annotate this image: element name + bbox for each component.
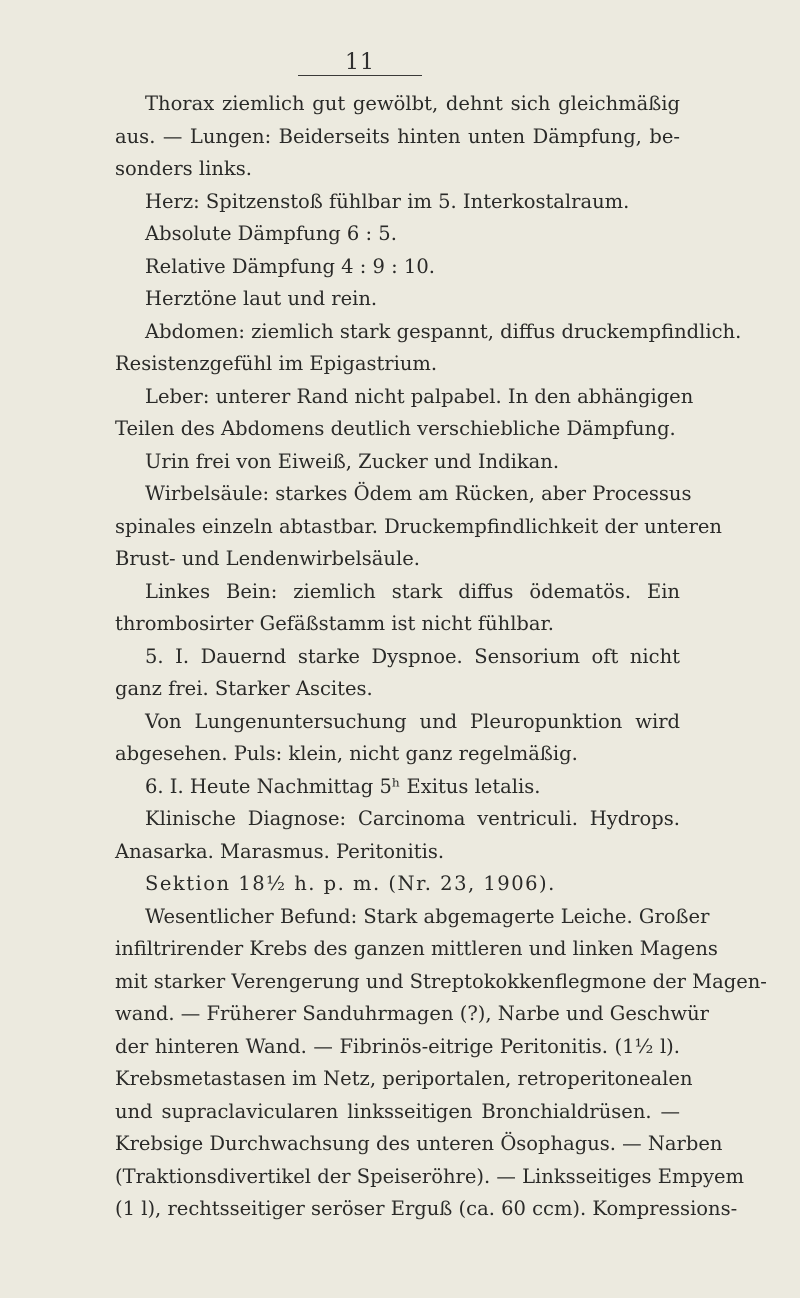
text-line: infiltrirender Krebs des ganzen mittleren und linken Magens [115, 937, 718, 960]
text-line: abgesehen. Puls: klein, nicht ganz regelmäßig. [115, 742, 578, 765]
text-line: Absolute Dämpfung 6 : 5. [145, 222, 397, 245]
text-body [115, 88, 767, 1226]
text-line: Leber: unterer Rand nicht palpabel. In den abhängigen [145, 384, 694, 408]
text-line: Teilen des Abdomens deutlich verschiebliche Dämpfung. [115, 417, 676, 440]
text-line: sonders links. [115, 157, 252, 180]
text-line: Linkes Bein: ziemlich stark diffus ödematös. Ein [145, 579, 680, 603]
text-line: Anasarka. Marasmus. Peritonitis. [115, 839, 445, 863]
text-line: aus. — Lungen: Beiderseits hinten unten Dämpfung, be- [115, 124, 680, 148]
text-line: Resistenzgefühl im Epigastrium. [115, 352, 438, 375]
text-line: Krebsige Durchwachsung des unteren Ösophagus. — Narben [115, 1132, 723, 1155]
text-line: Von Lungenuntersuchung und Pleuropunktion wird [145, 709, 680, 733]
text-line: Brust- und Lendenwirbelsäule. [115, 547, 420, 570]
text-line: spinales einzeln abtastbar. Druckempfindlichkeit der unteren [115, 514, 722, 538]
text-line: Herztöne laut und rein. [145, 287, 378, 310]
text-line: thrombosirter Gefäßstamm ist nicht fühlbar. [115, 612, 554, 635]
text-line: Wirbelsäule: starkes Ödem am Rücken, aber Processus [145, 482, 692, 505]
text-line: Krebsmetastasen im Netz, periportalen, retroperitonealen [115, 1067, 693, 1090]
text-line: 6. I. Heute Nachmittag 5ʰ Exitus letalis. [145, 774, 541, 798]
text-line: Wesentlicher Befund: Stark abgemagerte Leiche. Großer [145, 904, 710, 928]
text-line: 5. I. Dauernd starke Dyspnoe. Sensorium oft nicht [145, 644, 680, 668]
text-line: Herz: Spitzenstoß fühlbar im 5. Interkostalraum. [145, 189, 630, 213]
text-line: Abdomen: ziemlich stark gespannt, diffus druckempfindlich. [145, 319, 742, 343]
text-line: Klinische Diagnose: Carcinoma ventriculi. Hydrops. [145, 807, 680, 830]
text-line: Sektion 18½ h. p. m. (Nr. 23, 1906). [145, 872, 556, 895]
text-line: Urin frei von Eiweiß, Zucker und Indikan. [145, 449, 560, 473]
text-line: mit starker Verengerung und Streptokokkenflegmone der Magen- [115, 969, 767, 993]
text-line: und supraclavicularen linksseitigen Bronchialdrüsen. — [115, 1099, 680, 1123]
text-line: (1 l), rechtsseitiger seröser Erguß (ca. 60 ccm). Kompressions- [115, 1197, 738, 1220]
text-line: ganz frei. Starker Ascites. [115, 677, 373, 700]
text-line: (Traktionsdivertikel der Speiseröhre). — Linksseitiges Empyem [115, 1164, 745, 1188]
header-rule [298, 75, 422, 76]
text-line: Thorax ziemlich gut gewölbt, dehnt sich gleichmäßig [145, 92, 680, 115]
page-number: 11 [345, 50, 375, 75]
text-line: Relative Dämpfung 4 : 9 : 10. [145, 254, 435, 278]
text-line: wand. — Früherer Sanduhrmagen (?), Narbe und Geschwür [115, 1002, 709, 1025]
text-line: der hinteren Wand. — Fibrinös-eitrige Peritonitis. (1½ l). [115, 1034, 680, 1058]
